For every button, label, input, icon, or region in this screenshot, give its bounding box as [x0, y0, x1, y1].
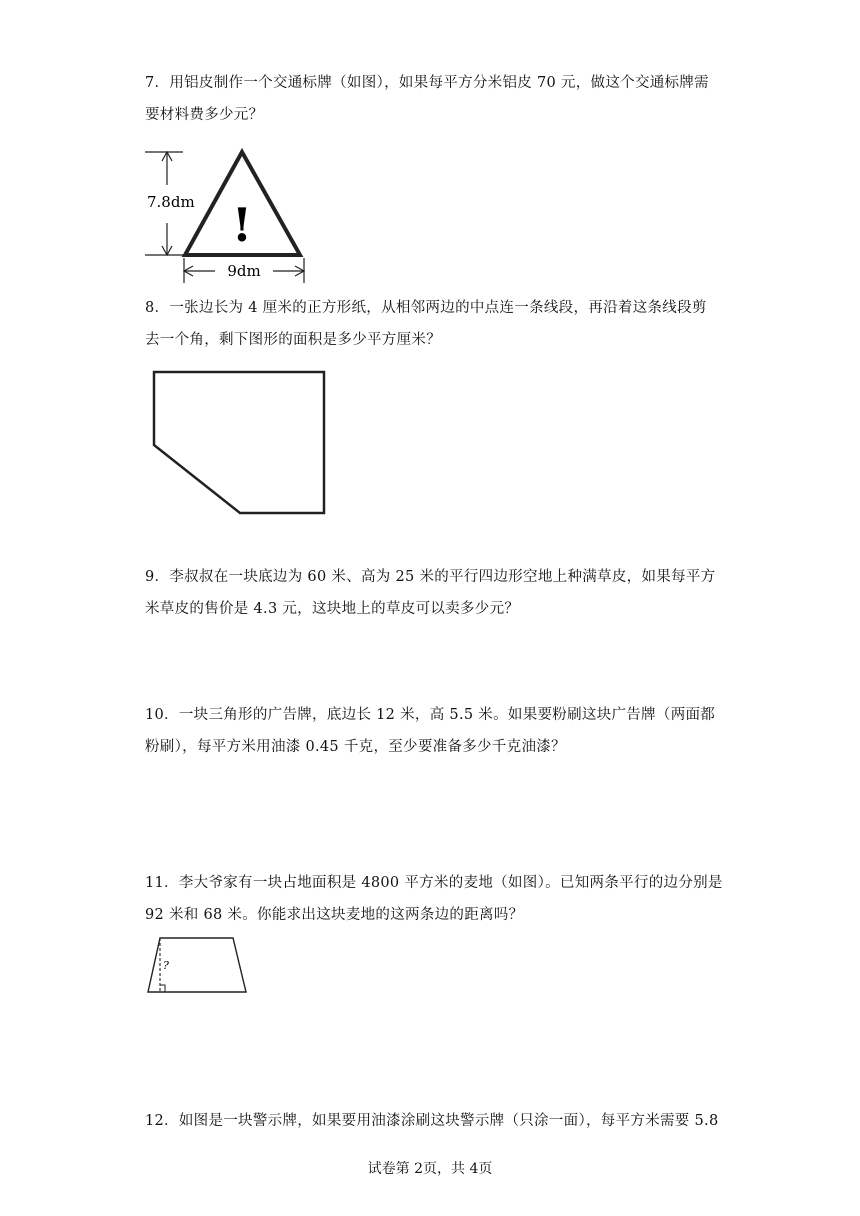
- question-8-line-1: 8．一张边长为 4 厘米的正方形纸，从相邻两边的中点连一条线段，再沿着这条线段剪: [145, 300, 707, 316]
- question-8-line-2: 去一个角，剩下图形的面积是多少平方厘米？: [145, 332, 441, 348]
- height-label: 7.8dm: [147, 193, 195, 211]
- question-7-line-2: 要材料费多少元？: [145, 107, 264, 123]
- exclamation-icon: !: [231, 198, 253, 252]
- unknown-height-label: ?: [163, 959, 169, 972]
- wheat-field-trapezoid-figure: [145, 934, 250, 996]
- question-9-line-1: 9．李叔叔在一块底边为 60 米、高为 25 米的平行四边形空地上种满草皮，如果每平方: [145, 569, 716, 585]
- question-9-line-2: 米草皮的售价是 4.3 元，这块地上的草皮可以卖多少元？: [145, 601, 520, 617]
- question-7-line-1: 7．用铝皮制作一个交通标牌（如图），如果每平方分米铝皮 70 元，做这个交通标牌需: [145, 75, 709, 91]
- pentagon-shape: [154, 372, 324, 513]
- page-footer: 试卷第 2页，共 4页: [367, 1161, 493, 1177]
- question-11-line-2: 92 米和 68 米。你能求出这块麦地的这两条边的距离吗？: [145, 907, 524, 923]
- cut-square-figure: [150, 368, 330, 518]
- base-label: 9dm: [227, 262, 261, 280]
- question-10-line-2: 粉刷），每平方米用油漆 0.45 千克，至少要准备多少千克油漆？: [145, 739, 566, 755]
- question-11-line-1: 11．李大爷家有一块占地面积是 4800 平方米的麦地（如图）。已知两条平行的边分别是: [145, 875, 723, 891]
- question-10-line-1: 10．一块三角形的广告牌，底边长 12 米，高 5.5 米。如果要粉刷这块广告牌（两面都: [145, 707, 716, 723]
- question-12-line-1: 12．如图是一块警示牌，如果要用油漆涂刷这块警示牌（只涂一面），每平方米需要 5.8: [145, 1113, 719, 1129]
- traffic-sign-figure: [145, 145, 315, 285]
